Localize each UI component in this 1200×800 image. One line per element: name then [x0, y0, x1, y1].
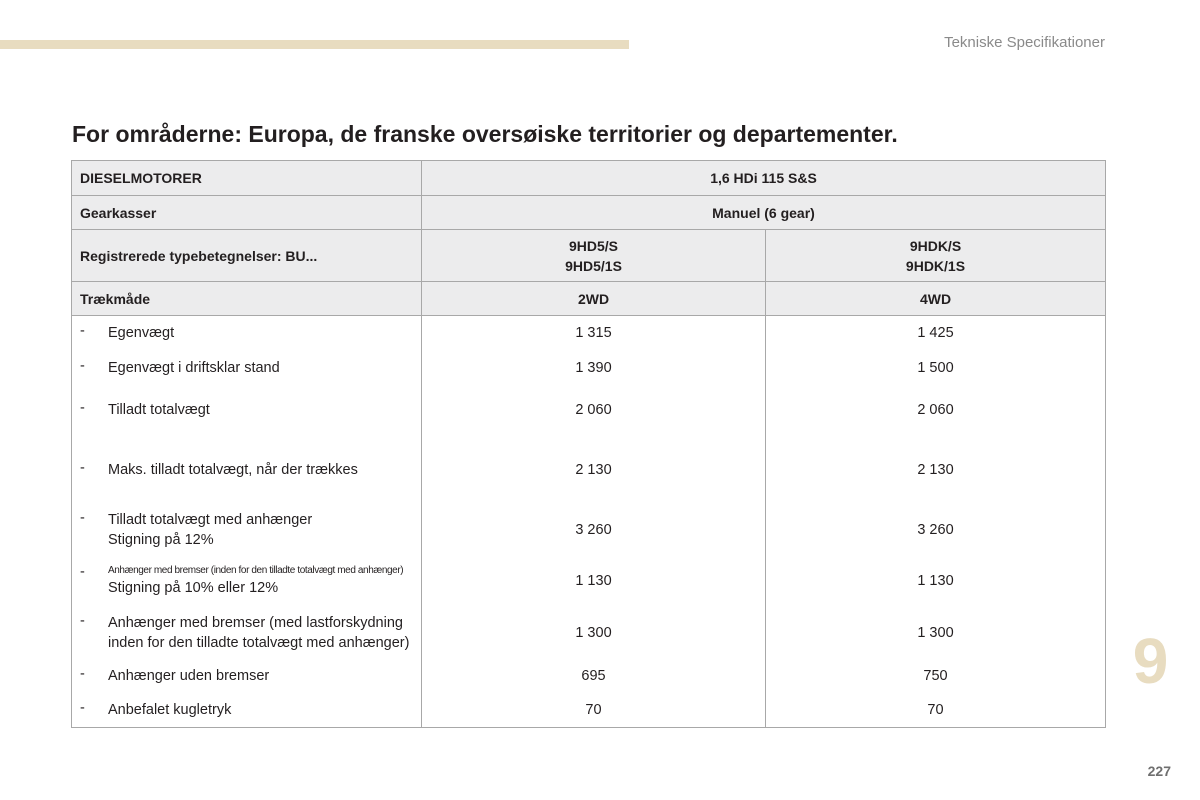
header-accent-bar — [0, 40, 629, 49]
row-value-4wd: 750 — [766, 659, 1106, 694]
type-col2-line1: 9HDK/S — [909, 237, 962, 254]
engine-label: DIESELMOTORER — [72, 161, 422, 196]
type-col1-line1: 9HD5/S — [568, 237, 619, 254]
type-col1 — [422, 230, 766, 282]
type-row — [72, 230, 1106, 282]
row-label-line1: Tilladt totalvægt med anhænger — [108, 511, 313, 528]
row-label: Egenvægt — [108, 325, 175, 342]
table-row — [72, 608, 1106, 659]
gearbox-row — [72, 196, 1106, 230]
specifications-table — [71, 160, 1106, 728]
row-label-line2: inden for den tilladte totalvægt med anhænger) — [108, 635, 410, 651]
bullet-dash: - — [80, 323, 85, 340]
drive-row — [72, 282, 1106, 316]
drive-col2: 4WD — [766, 282, 1106, 316]
bullet-dash: - — [80, 400, 85, 416]
row-value-2wd: 695 — [422, 659, 766, 694]
bullet-dash: - — [80, 357, 85, 374]
table-row — [72, 659, 1106, 694]
row-value-2wd: 3 260 — [422, 505, 766, 555]
table-row — [72, 505, 1106, 555]
row-value-2wd: 2 060 — [422, 385, 766, 436]
row-value-2wd: 2 130 — [422, 436, 766, 505]
row-value-4wd: 1 130 — [766, 555, 1106, 608]
row-value-2wd: 70 — [422, 694, 766, 728]
type-label: Registrerede typebetegnelser: BU... — [72, 230, 422, 282]
bullet-dash: - — [80, 460, 85, 476]
table-row — [72, 694, 1106, 728]
table-row — [72, 436, 1106, 505]
drive-label: Trækmåde — [72, 282, 422, 316]
drive-col1: 2WD — [422, 282, 766, 316]
row-value-4wd: 2 130 — [766, 436, 1106, 505]
type-col2-line2: 9HDK/1S — [905, 257, 966, 274]
bullet-dash: - — [80, 509, 85, 526]
row-value-2wd: 1 130 — [422, 555, 766, 608]
gearbox-value: Manuel (6 gear) — [422, 196, 1106, 230]
row-value-4wd: 3 260 — [766, 505, 1106, 555]
row-label-line1: Anhænger med bremser (med lastforskydning — [108, 615, 403, 631]
row-label: Egenvægt i driftsklar stand — [108, 359, 280, 376]
table-row — [72, 351, 1106, 385]
row-label: Anbefalet kugletryk — [108, 702, 232, 719]
table-row — [72, 555, 1106, 608]
row-value-2wd: 1 390 — [422, 351, 766, 385]
type-col1-line2: 9HD5/1S — [565, 257, 622, 274]
table-row — [72, 316, 1106, 351]
row-label-line1: Anhænger med bremser (inden for den tilladte totalvægt med anhænger) — [108, 565, 404, 576]
bullet-dash: - — [80, 700, 85, 717]
row-label-line2: Stigning på 12% — [108, 531, 214, 548]
section-label: Tekniske Specifikationer — [944, 34, 1105, 51]
row-value-4wd: 1 425 — [766, 316, 1106, 351]
row-value-2wd: 1 315 — [422, 316, 766, 351]
page-title: For områderne: Europa, de franske oversøiske territorier og departementer. — [72, 121, 898, 147]
row-label: Anhænger uden bremser — [108, 668, 270, 684]
bullet-dash: - — [80, 613, 85, 629]
row-label-line2: Stigning på 10% eller 12% — [108, 580, 279, 596]
type-col2 — [766, 230, 1106, 282]
row-label: Tilladt totalvægt — [108, 402, 210, 418]
bullet-dash: - — [80, 666, 85, 682]
bullet-dash: - — [80, 564, 85, 580]
engine-value: 1,6 HDi 115 S&S — [422, 161, 1106, 196]
row-value-4wd: 2 060 — [766, 385, 1106, 436]
row-value-4wd: 1 500 — [766, 351, 1106, 385]
row-label: Maks. tilladt totalvægt, når der trækkes — [108, 462, 358, 478]
row-value-4wd: 70 — [766, 694, 1106, 728]
gearbox-label: Gearkasser — [72, 196, 422, 230]
row-value-2wd: 1 300 — [422, 608, 766, 659]
page-number: 227 — [1147, 763, 1171, 779]
engine-row — [72, 161, 1106, 196]
chapter-number: 9 — [1132, 625, 1169, 697]
row-value-4wd: 1 300 — [766, 608, 1106, 659]
table-row — [72, 385, 1106, 436]
